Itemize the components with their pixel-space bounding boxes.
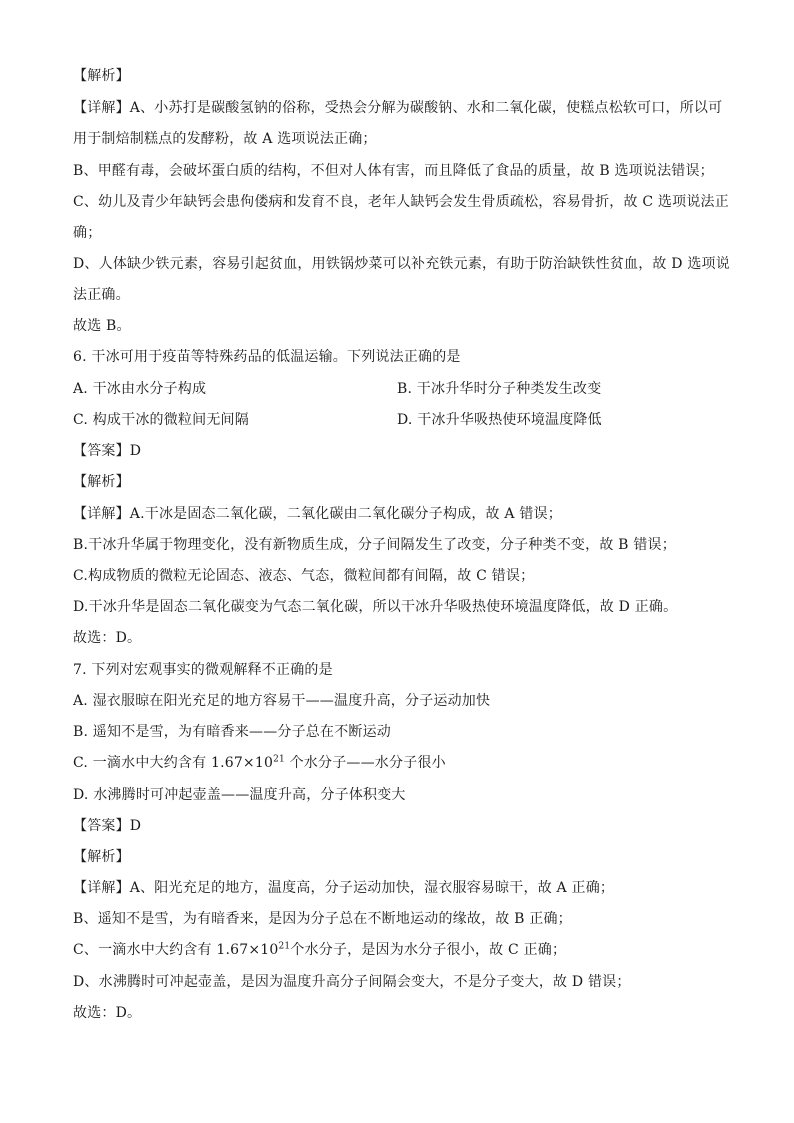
question-7-answer: 【答案】D <box>73 818 142 834</box>
detail-line-d1: D、人体缺少铁元素，容易引起贫血，用铁锅炒菜可以补充铁元素，有助于防治缺铁性贫血，故 D 选项说 <box>73 256 730 272</box>
question-6-option-c: C. 构成干冰的微粒间无间隔 <box>73 412 249 428</box>
q7-detail-line-b: B、遥知不是雪，为有暗香来，是因为分子总在不断地运动的缘故，故 B 正确； <box>73 911 572 927</box>
q6-detail-line-c: C.构成物质的微粒无论固态、液态、气态，微粒间都有间隔，故 C 错误； <box>73 568 535 584</box>
q6-detail-line-d: D.干冰升华是固态二氧化碳变为气态二氧化碳，所以干冰升华吸热使环境温度降低，故 D 正确。 <box>73 599 678 615</box>
analysis-heading-7: 【解析】 <box>73 849 130 865</box>
q7-option-c-text-pre: C. 一滴水中大约含有 1.67×10 <box>73 755 274 771</box>
detail-line-a2: 用于制焙制糕点的发酵粉，故 A 选项说法正确； <box>73 131 377 147</box>
question-6-answer: 【答案】D <box>73 443 142 459</box>
q7-detail-c-text-post: 个水分子，是因为水分子很小，故 C 正确； <box>290 942 567 958</box>
q6-detail-line-b: B.干冰升华属于物理变化，没有新物质生成，分子间隔发生了改变，分子种类不变，故 B 错误； <box>73 537 676 553</box>
detail-line-c1: C、幼儿及青少年缺钙会患佝偻病和发育不良，老年人缺钙会发生骨质疏松，容易骨折，故 C 选项说法正 <box>73 194 729 210</box>
question-6-stem: 6. 干冰可用于疫苗等特殊药品的低温运输。下列说法正确的是 <box>73 349 461 365</box>
detail-line-a1: 【详解】A、小苏打是碳酸氢钠的俗称，受热会分解为碳酸钠、水和二氧化碳，使糕点松软可口，所以可 <box>73 100 723 116</box>
question-7-stem: 7. 下列对宏观事实的微观解释不正确的是 <box>73 662 333 678</box>
q7-detail-c-text-pre: C、一滴水中大约含有 1.67×10 <box>73 942 279 958</box>
analysis-heading-1: 【解析】 <box>73 68 130 84</box>
q7-option-c-text-post: 个水分子——水分子很小 <box>284 755 446 771</box>
question-7-option-b: B. 遥知不是雪，为有暗香来——分子总在不断运动 <box>73 724 391 740</box>
q7-detail-c-exponent: 21 <box>278 941 291 952</box>
question-7-option-c <box>73 754 446 772</box>
question-7-option-d: D. 水沸腾时可冲起壶盖——温度升高，分子体积变大 <box>73 787 406 803</box>
detail-line-c2: 确； <box>73 225 102 241</box>
question-6-option-a: A. 干冰由水分子构成 <box>73 381 207 397</box>
question-7-option-a: A. 湿衣服晾在阳光充足的地方容易干——温度升高，分子运动加快 <box>73 693 491 709</box>
analysis-heading-6: 【解析】 <box>73 474 130 490</box>
q7-option-c-exponent: 21 <box>273 754 285 765</box>
conclusion-7: 故选：D。 <box>73 1005 142 1021</box>
detail-line-b: B、甲醛有毒，会破坏蛋白质的结构，不但对人体有害，而且降低了食品的质量，故 B 选项说法错误； <box>73 163 714 179</box>
q7-detail-line-c <box>73 941 566 959</box>
q6-detail-line-a: 【详解】A.干冰是固态二氧化碳，二氧化碳由二氧化碳分子构成，故 A 错误； <box>73 506 562 522</box>
q7-detail-line-d: D、水沸腾时可冲起壶盖，是因为温度升高分子间隔会变大，不是分子变大，故 D 错误； <box>73 974 631 990</box>
conclusion-6: 故选：D。 <box>73 630 142 646</box>
question-6-option-d: D. 干冰升华吸热使环境温度降低 <box>397 412 602 428</box>
detail-line-d2: 法正确。 <box>73 287 130 303</box>
conclusion-1: 故选 B。 <box>73 318 131 334</box>
q7-detail-line-a: 【详解】A、阳光充足的地方，温度高，分子运动加快，湿衣服容易晾干，故 A 正确； <box>73 880 615 896</box>
question-6-option-b: B. 干冰升华时分子种类发生改变 <box>397 381 602 397</box>
